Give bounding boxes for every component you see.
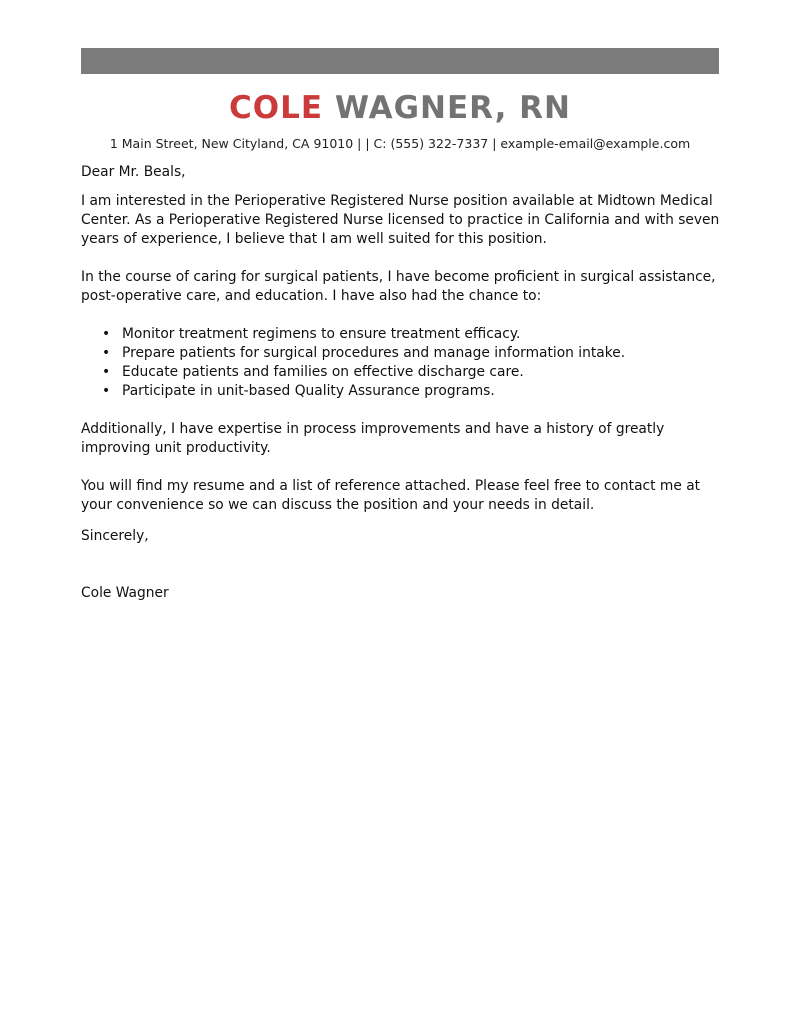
list-item-text: Participate in unit-based Quality Assurance programs. (122, 383, 495, 399)
paragraph-expertise: Additionally, I have expertise in process improvements and have a history of greatly improving unit productivity. (81, 421, 665, 456)
list-item (81, 344, 721, 363)
applicant-last-name-credential: WAGNER, RN (334, 90, 572, 126)
applicant-name (0, 88, 800, 128)
list-item (81, 363, 721, 382)
header-accent-bar (81, 48, 719, 74)
closing: Sincerely, (81, 528, 149, 544)
list-item-text: Prepare patients for surgical procedures and manage information intake. (122, 345, 626, 361)
paragraph-intro: I am interested in the Perioperative Registered Nurse position available at Midtown Medical Center. As a Perioperative Registered Nurse licensed to practice in California and with seven years of experience, I believe that I am well suited for this position. (81, 193, 720, 247)
list-item-text: Educate patients and families on effective discharge care. (122, 364, 524, 380)
signature-name: Cole Wagner (81, 585, 169, 601)
letter-body (81, 163, 721, 603)
bullet-icon: • (102, 383, 111, 399)
paragraph-closing: You will find my resume and a list of reference attached. Please feel free to contact me at your convenience so we can discuss the position and your needs in detail. (81, 478, 701, 513)
salutation: Dear Mr. Beals, (81, 164, 186, 180)
bullet-icon: • (102, 326, 111, 342)
list-item (81, 382, 721, 401)
bullet-icon: • (102, 345, 111, 361)
list-item-text: Monitor treatment regimens to ensure treatment efficacy. (122, 326, 521, 342)
bullet-icon: • (102, 364, 111, 380)
accomplishment-list (81, 325, 721, 401)
signature-space (81, 546, 721, 584)
paragraph-experience: In the course of caring for surgical patients, I have become proficient in surgical assistance, post-operative care, and education. I have also had the chance to: (81, 269, 716, 304)
list-item (81, 325, 721, 344)
contact-info: 1 Main Street, New Cityland, CA 91010 | | C: (555) 322-7337 | example-email@example.com (109, 136, 691, 151)
applicant-first-name: COLE (228, 90, 324, 126)
